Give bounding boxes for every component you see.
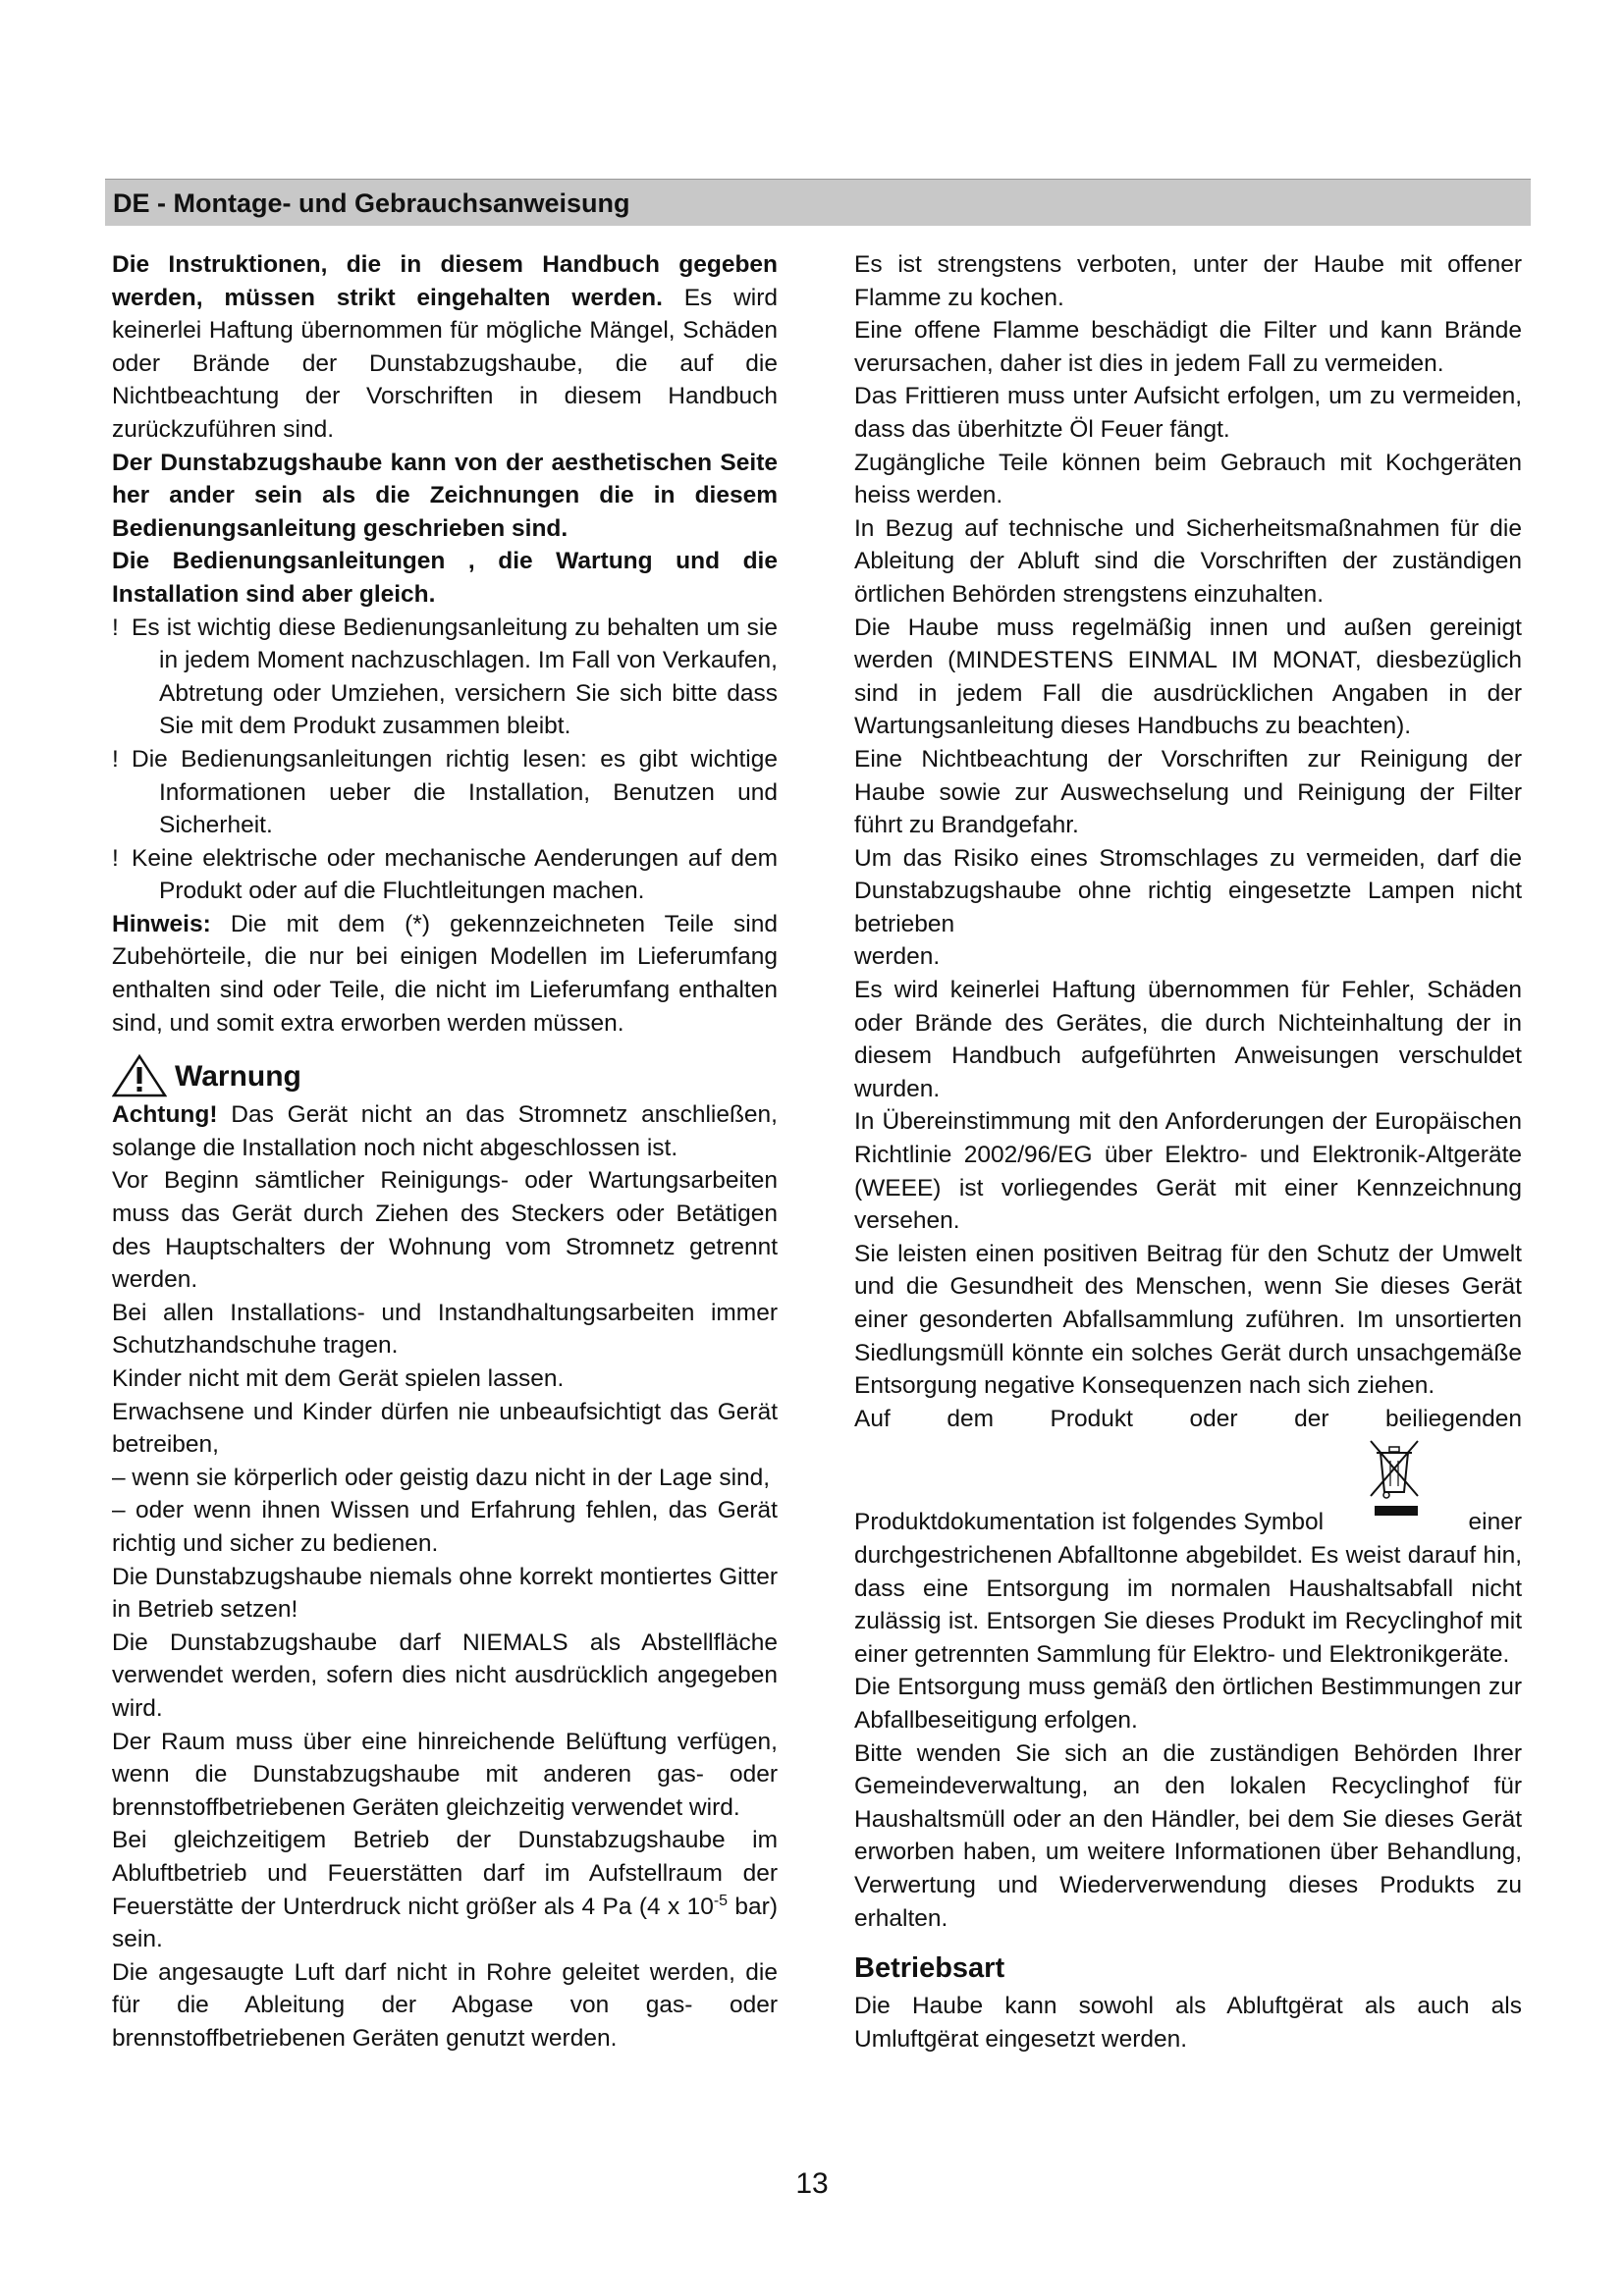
paragraph: Um das Risiko eines Stromschlages zu vermeiden, darf die Dunstabzugshaube ohne richtig eingesetzte Lampen nicht betrieben — [854, 844, 1522, 937]
intro-rest: Es wird keinerlei Haftung übernommen für mögliche Mängel, Schäden oder Brände der Dunstabzugshaube, die auf die Nichtbeachtung der Vorschriften in diesem Handbuch zurückzuführen sind. — [112, 284, 778, 443]
warning-triangle-icon — [112, 1053, 167, 1098]
paragraph: – oder wenn ihnen Wissen und Erfahrung fehlen, das Gerät richtig und sicher zu bedienen. — [112, 1497, 778, 1557]
paragraph: Es wird keinerlei Haftung übernommen für Fehler, Schäden oder Brände des Gerätes, die durch Nichteinhaltung der in diesem Handbuch aufgeführten Anweisungen verschuldet wurden. — [854, 977, 1522, 1102]
intro-bold: Die Instruktionen, die in diesem Handbuch gegeben werden, müssen strikt eingehalten werden. — [112, 251, 778, 311]
paragraph: In Übereinstimmung mit den Anforderungen der Europäischen Richtlinie 2002/96/EG über Elektro- und Elektronik-Altgeräte (WEEE) ist vorliegendes Gerät mit einer Kennzeichnung versehen. — [854, 1108, 1522, 1235]
paragraph: Die angesaugte Luft darf nicht in Rohre geleitet werden, die für die Ableitung der Abgase von gas- oder brennstoffbetriebenen Geräten genutzt werden. — [112, 1958, 778, 2052]
notice-item: ! Keine elektrische oder mechanische Aenderungen auf dem Produkt oder auf die Fluchtleitungen machen. — [112, 842, 778, 908]
achtung-paragraph: Achtung! Das Gerät nicht an das Stromnetz anschließen, solange die Installation noch nicht abgeschlossen ist. — [112, 1101, 778, 1161]
section-title: DE - Montage- und Gebrauchsanweisung — [113, 188, 630, 218]
paragraph: Eine Nichtbeachtung der Vorschriften zur Reinigung der Haube sowie zur Auswechselung und Reinigung der Filter führt zu Brandgefahr. — [854, 745, 1522, 839]
paragraph: Der Raum muss über eine hinreichende Belüftung verfügen, wenn die Dunstabzugshaube mit anderen gas- oder brennstoffbetriebenen Geräten gleichzeitig verwendet wird. — [112, 1728, 778, 1821]
betriebsart-heading: Betriebsart — [854, 1952, 1005, 1985]
weee-symbol-line: Produktdokumentation ist folgendes Symbol einer — [854, 1506, 1522, 1539]
weee-intro-line: Auf dem Produkt oder der beiliegenden — [854, 1405, 1522, 1432]
hinweis-paragraph: Hinweis: Die mit dem (*) gekennzeichneten Teile sind Zubehörteile, die nur bei einigen Modellen im Lieferumfang enthalten sind oder Teile, die nicht im Lieferumfang enthalten sind, und somit extra erworben werden müssen. — [112, 910, 778, 1037]
paragraph: Die Haube kann sowohl als Abluftgërat als auch als Umluftgërat eingesetzt werden. — [854, 1993, 1522, 2053]
hinweis-label: Hinweis: — [112, 910, 211, 937]
intro-paragraph — [112, 248, 778, 447]
pressure-paragraph: Bei gleichzeitigem Betrieb der Dunstabzugshaube im Abluftbetrieb und Feuerstätten darf im Aufstellraum der Feuerstätte der Unterdruck nicht größer als 4 Pa (4 x $10^{-5}$ bar) sein. — [112, 1827, 778, 1953]
exclamation-icon: ! — [112, 614, 119, 641]
paragraph: Die Dunstabzugshaube darf NIEMALS als Abstellfläche verwendet werden, sofern dies nicht ausdrücklich angegeben wird. — [112, 1629, 778, 1722]
paragraph: Die Dunstabzugshaube niemals ohne korrekt montiertes Gitter in Betrieb setzen! — [112, 1563, 778, 1624]
paragraph: Bitte wenden Sie sich an die zuständigen Behörden Ihrer Gemeindeverwaltung, an den lokalen Recyclinghof für Haushaltsmüll oder an den Händler, bei dem Sie dieses Gerät erworben haben, um weitere Informationen über Behandlung, Verwertung und Wiederverwendung dieses Produkts zu erhalten. — [854, 1739, 1522, 1932]
paragraph: durchgestrichenen Abfalltonne abgebildet. Es weist darauf hin, dass eine Entsorgung im normalen Haushaltsabfall nicht zulässig ist. Entsorgen Sie dieses Produkt im Recyclinghof mit einer getrennten Sammlung für Elektro- und Elektronikgeräte. — [854, 1541, 1522, 1668]
paragraph: Erwachsene und Kinder dürfen nie unbeaufsichtigt das Gerät betreiben, — [112, 1398, 778, 1459]
notice-item: ! Es ist wichtig diese Bedienungsanleitung zu behalten um sie in jedem Moment nachzuschlagen. Im Fall von Verkaufen, Abtretung oder Umziehen, versichern Sie sich bitte dass Sie mit dem Produkt zusammen bleibt. — [112, 612, 778, 743]
achtung-label: Achtung! — [112, 1101, 218, 1129]
paragraph: Vor Beginn sämtlicher Reinigungs- oder Wartungsarbeiten muss das Gerät durch Ziehen des Steckers oder Betätigen des Hauptschalters der Wohnung vom Stromnetz getrennt werden. — [112, 1167, 778, 1294]
paragraph: Bei allen Installations- und Instandhaltungsarbeiten immer Schutzhandschuhe tragen. — [112, 1299, 778, 1360]
paragraph: werden. — [854, 943, 941, 971]
exponent: -5 — [713, 1892, 729, 1909]
warning-title: Warnung — [175, 1060, 301, 1094]
design-note: Der Dunstabzugshaube kann von der aesthetischen Seite her ander sein als die Zeichnungen die in diesem Bedienungsanleitung geschrieben sind. — [112, 449, 778, 542]
right-column — [854, 248, 1522, 2056]
page-number: 13 — [795, 2167, 829, 2200]
paragraph: Sie leisten einen positiven Beitrag für den Schutz der Umwelt und die Gesundheit des Menschen, wenn Sie dieses Gerät einer gesonderten Abfallsammlung zuführen. Im unsortierten Siedlungsmüll könnte ein solches Gerät durch unsachgemäße Entsorgung negative Konsequenzen nach sich ziehen. — [854, 1240, 1522, 1400]
exclamation-icon: ! — [112, 745, 119, 773]
weee-bar-icon — [1375, 1506, 1418, 1516]
section-header — [105, 179, 1531, 226]
paragraph: In Bezug auf technische und Sicherheitsmaßnahmen für die Ableitung der Abluft sind die Vorschriften der zuständigen örtlichen Behörden strengstens einzuhalten. — [854, 514, 1522, 608]
paragraph: – wenn sie körperlich oder geistig dazu nicht in der Lage sind, — [112, 1464, 771, 1491]
paragraph: Zugängliche Teile können beim Gebrauch mit Kochgeräten heiss werden. — [854, 449, 1522, 509]
exclamation-icon: ! — [112, 844, 119, 872]
paragraph: Die Entsorgung muss gemäß den örtlichen Bestimmungen zur Abfallbeseitigung erfolgen. — [854, 1674, 1522, 1734]
crossed-bin-icon — [1365, 1437, 1424, 1500]
paragraph: Es ist strengstens verboten, unter der Haube mit offener Flamme zu kochen. — [854, 251, 1522, 311]
notice-item: ! Die Bedienungsanleitungen richtig lesen: es gibt wichtige Informationen ueber die Installation, Benutzen und Sicherheit. — [112, 743, 778, 842]
warning-heading — [112, 1053, 778, 1098]
same-instructions-note: Die Bedienungsanleitungen , die Wartung und die Installation sind aber gleich. — [112, 548, 778, 608]
paragraph: Die Haube muss regelmäßig innen und außen gereinigt werden (MINDESTENS EINMAL IM MONAT, diesbezüglich sind in jedem Fall die ausdrücklichen Angaben in der Wartungsanleitung dieses Handbuchs zu beachten). — [854, 614, 1522, 740]
paragraph: Eine offene Flamme beschädigt die Filter und kann Brände verursachen, daher ist dies in jedem Fall zu vermeiden. — [854, 317, 1522, 377]
paragraph: Kinder nicht mit dem Gerät spielen lassen. — [112, 1365, 565, 1392]
left-column — [112, 248, 778, 2055]
paragraph: Das Frittieren muss unter Aufsicht erfolgen, um zu vermeiden, dass das überhitzte Öl Feuer fängt. — [854, 383, 1522, 443]
